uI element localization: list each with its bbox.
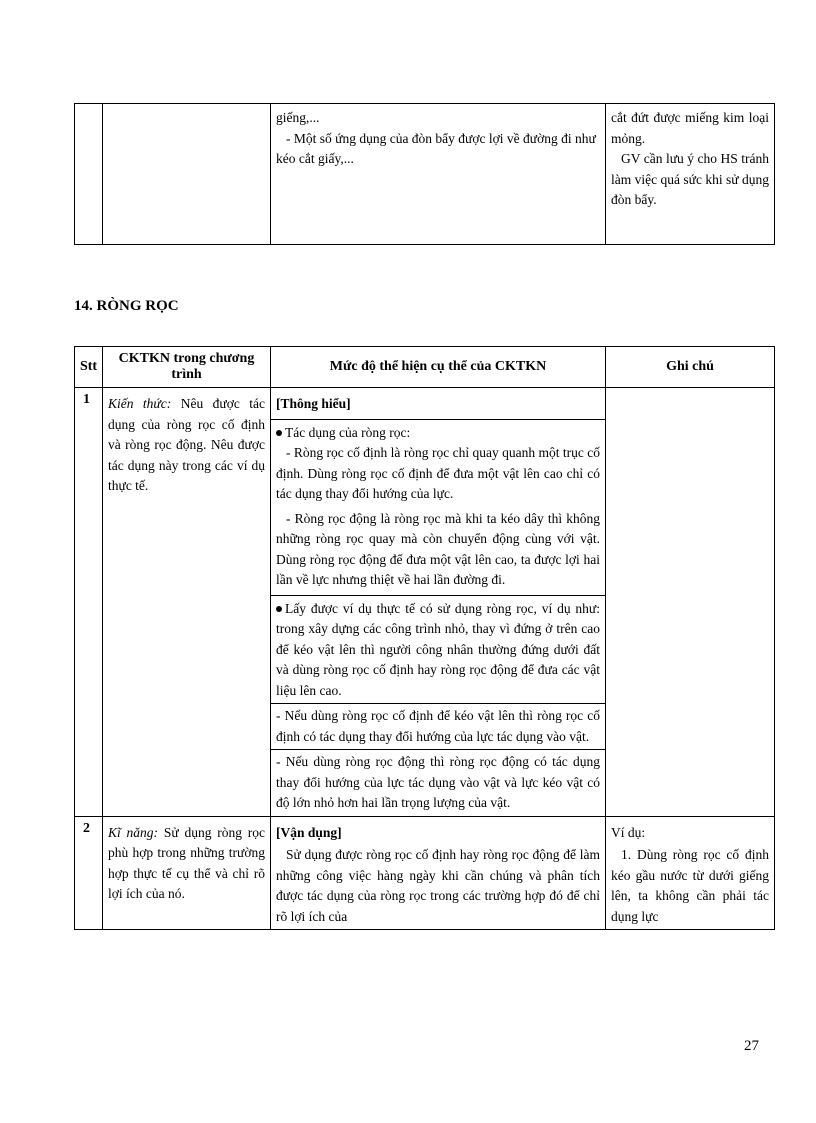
level-p2: - Ròng rọc cố định là ròng rọc chỉ quay quanh một trục cố định. Dùng ròng rọc cố định để đưa một vật lên cao chỉ có tác dụng thay đổi hướng của lực.: [276, 445, 600, 501]
level-p6: - Nếu dùng ròng rọc động thì ròng rọc động có tác dụng thay đổi hướng của lực tác dụng vào vật và lực kéo vật có độ lớn nhỏ hơn hai lần trọng lượng của vật.: [271, 749, 605, 814]
row-ckt-cell: [103, 388, 271, 817]
continuation-table: [74, 103, 775, 245]
header-ckt: CKTKN trong chương trình: [103, 347, 271, 388]
table-row: [75, 388, 775, 817]
row-ckt-cell: [103, 816, 271, 930]
header-stt: Stt: [75, 347, 103, 388]
level-label: [Thông hiểu]: [276, 396, 351, 411]
continuation-text-2: - Một số ứng dụng của đòn bẩy được lợi về đường đi như kéo cắt giấy,...: [276, 130, 596, 166]
table-row: [75, 816, 775, 930]
ckt-text: Sử dụng ròng rọc phù hợp trong những trường hợp thực tế cụ thể và chỉ rõ lợi ích của nó.: [108, 824, 265, 901]
header-row: [75, 347, 775, 388]
row-level-cell: [271, 816, 606, 930]
level-p5: - Nếu dùng ròng rọc cố định để kéo vật lên thì ròng rọc cố định có tác dụng thay đổi hướng của lực tác dụng vào vật.: [271, 703, 605, 747]
continuation-note-1: cắt đứt được miếng kim loại mỏng.: [611, 110, 769, 146]
ckt-table: [74, 346, 775, 930]
continuation-note-cell: [606, 104, 775, 245]
row-stt: 2: [75, 816, 103, 930]
level-p3: - Ròng rọc động là ròng rọc mà khi ta kéo dây thì không những ròng rọc quay mà còn chuyển động cùng với vật. Dùng ròng rọc động để đưa một vật lên cao, ta được lợi hai lần về lực nhưng thiệt về hai lần đường đi.: [276, 510, 600, 587]
level-p1: Tác dụng của ròng rọc:: [285, 424, 411, 440]
row-stt: 1: [75, 388, 103, 817]
row-note-cell: [606, 388, 775, 817]
level-p1: Sử dụng được ròng rọc cố định hay ròng rọc động để làm những công việc hàng ngày khi cần chúng và phân tích được tác dụng của ròng rọc trong các trường hợp đó để chỉ rõ lợi ích của: [276, 847, 600, 924]
continuation-stt-cell: [75, 104, 103, 245]
section-heading: 14. RÒNG RỌC: [74, 298, 179, 314]
note-text: 1. Dùng ròng rọc cố định kéo gầu nước từ dưới giếng lên, ta không cần phải tác dụng lực: [611, 847, 769, 924]
note-title: Ví dụ:: [611, 824, 646, 840]
row-note-cell: [606, 816, 775, 930]
header-note: Ghi chú: [606, 347, 775, 388]
ckt-label: Kiến thức:: [108, 396, 172, 411]
continuation-level-cell: [271, 104, 606, 245]
ckt-label: Kĩ năng:: [108, 824, 159, 840]
level-p4: Lấy được ví dụ thực tế có sử dụng ròng rọc, ví dụ như: trong xây dựng các công trình nhỏ, thay vì đứng ở trên cao để kéo vật lên thì người công nhân thường đứng dưới đất và dùng ròng rọc cố định hay ròng rọc động để đưa các vật liệu lên cao.: [276, 600, 600, 698]
bullet-icon: [276, 606, 282, 612]
continuation-ck-cell: [103, 104, 271, 245]
header-level: Mức độ thể hiện cụ thể của CKTKN: [271, 347, 606, 388]
page-number: 27: [744, 1038, 759, 1054]
continuation-note-2: GV cần lưu ý cho HS tránh làm việc quá sức khi sử dụng đòn bẩy.: [611, 151, 769, 207]
continuation-text-1: giếng,...: [276, 110, 320, 125]
level-label: [Vận dụng]: [276, 824, 342, 840]
ckt-text: Nêu được tác dụng của ròng rọc cố định và ròng rọc động. Nêu được tác dụng này trong các ví dụ thực tế.: [108, 396, 265, 493]
bullet-icon: [276, 430, 282, 436]
row-level-cell: [271, 388, 606, 817]
